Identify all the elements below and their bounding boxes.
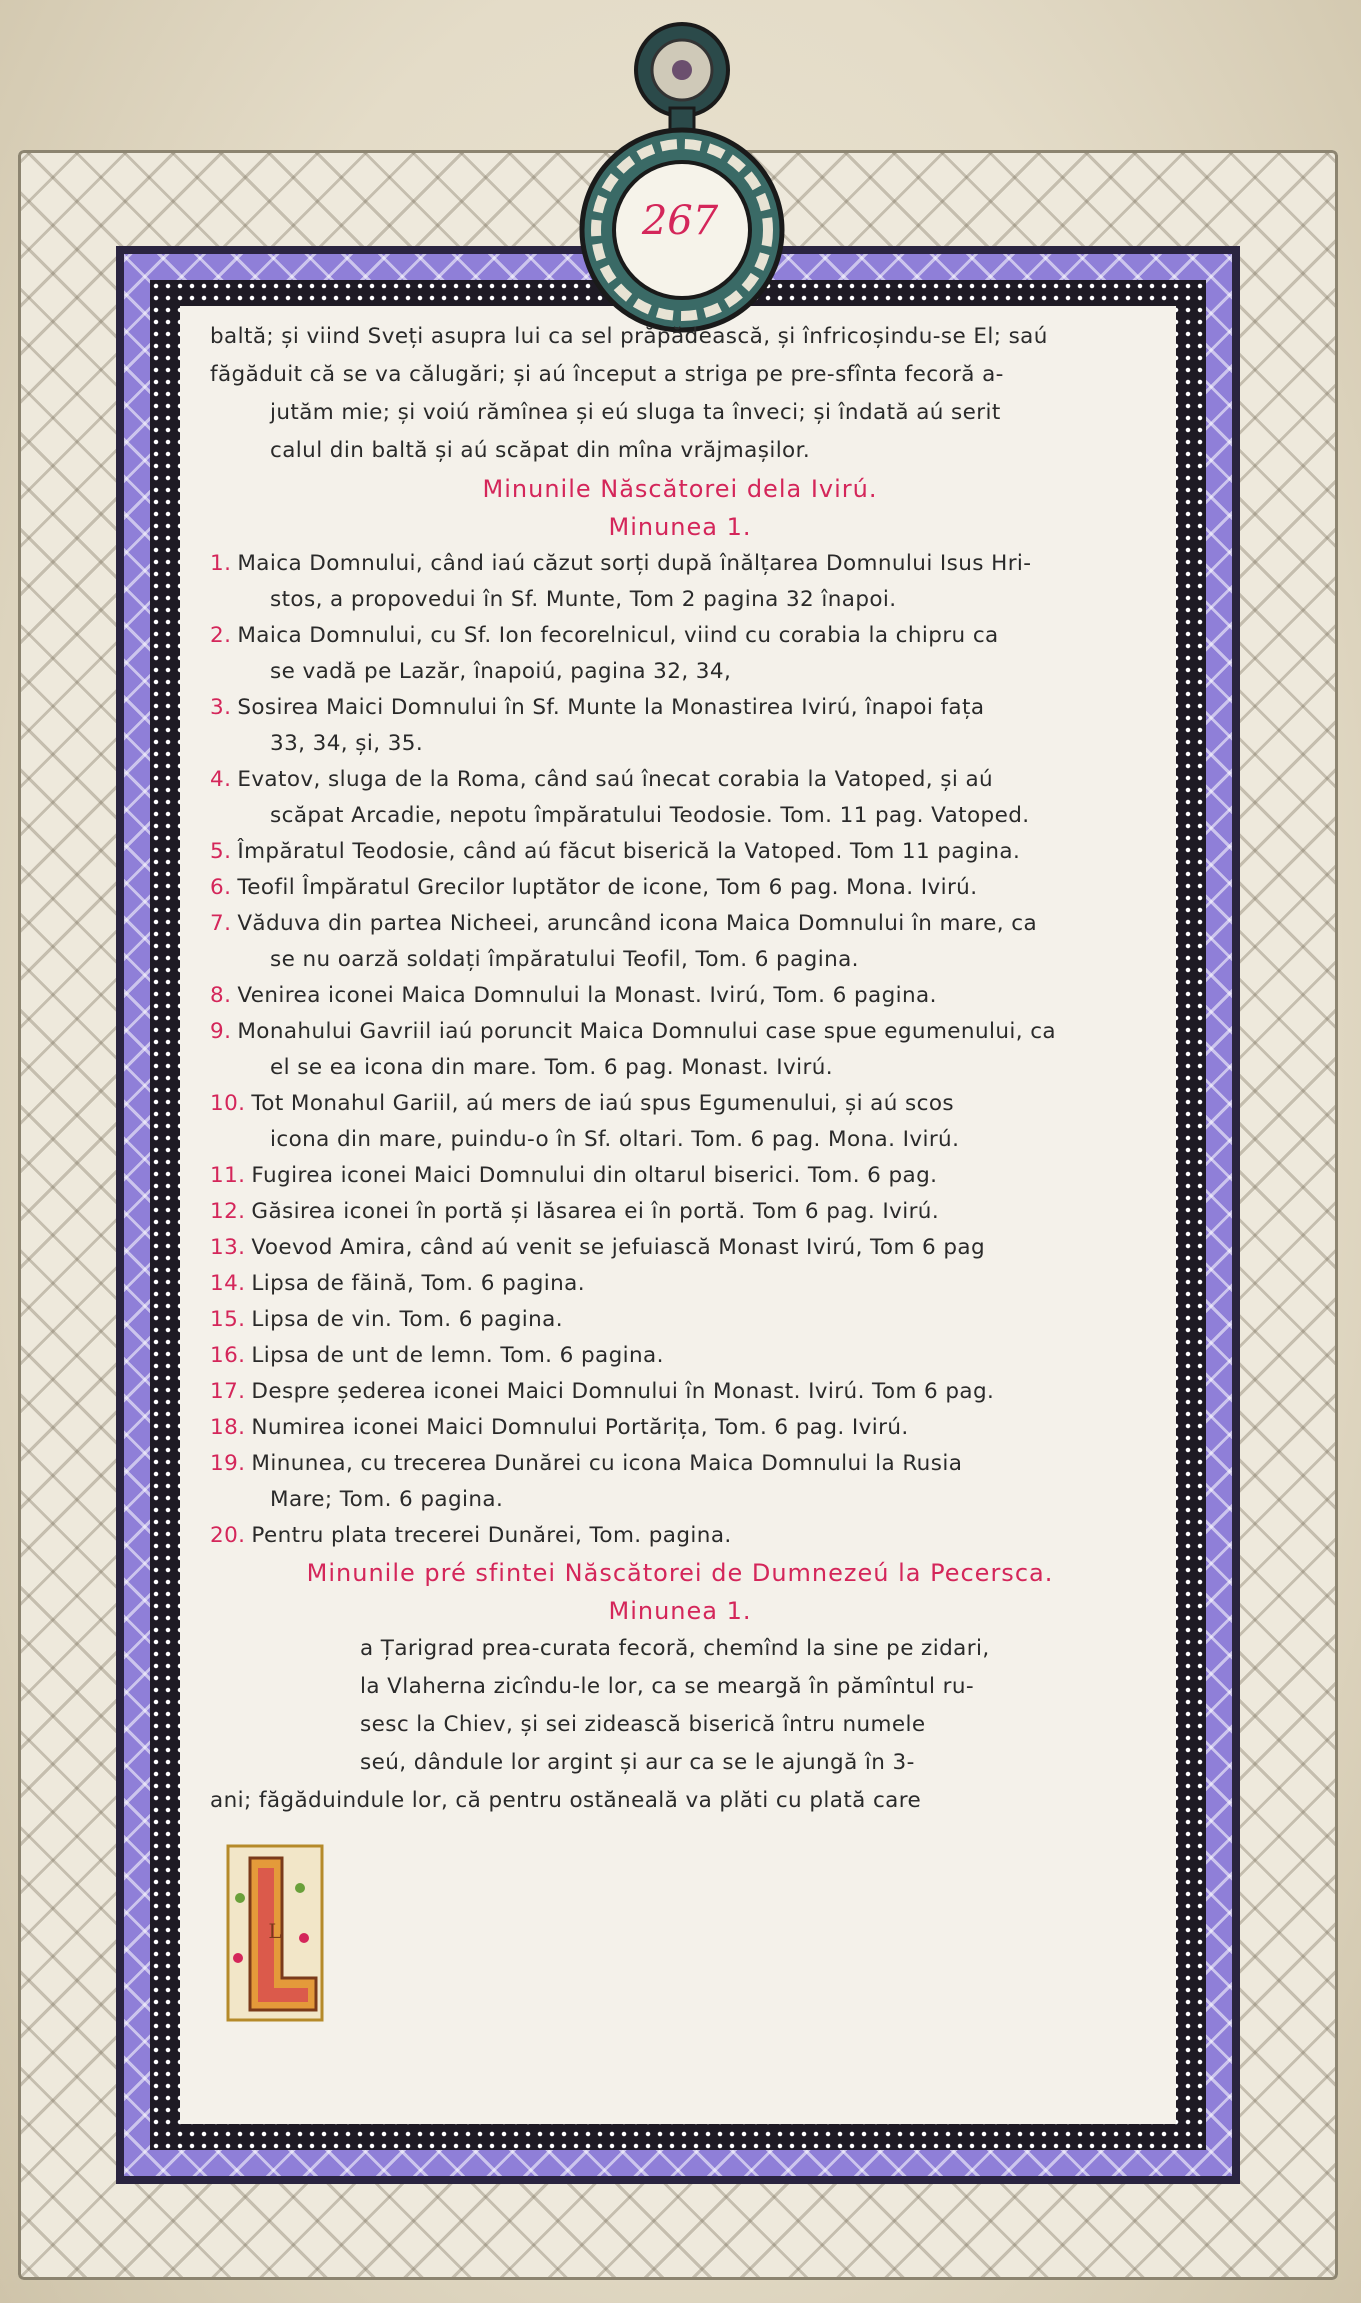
miracle-text: Maica Domnului, când iaú căzut sorți după înălțarea Domnului Isus Hri- (237, 551, 1032, 576)
miracle-number: 8. (210, 983, 232, 1008)
miracle-number: 10. (210, 1091, 246, 1116)
intro-line: calul din baltă și aú scăpat din mîna vrăjmașilor. (270, 438, 811, 463)
miracle-item-line (190, 762, 1170, 798)
miracle-number: 13. (210, 1235, 246, 1260)
miracle-list (190, 546, 1170, 1554)
miracle-text: se vadă pe Lazăr, înapoiú, pagina 32, 34, (270, 659, 732, 684)
miracle-number: 2. (210, 623, 232, 648)
miracle-text: Împăratul Teodosie, când aú făcut biserică la Vatoped. Tom 11 pagina. (237, 839, 1021, 864)
miracle-number: 3. (210, 695, 232, 720)
miracle-number: 16. (210, 1343, 246, 1368)
miracle-text: Fugirea iconei Maici Domnului din oltarul biserici. Tom. 6 pag. (251, 1163, 938, 1188)
paragraph-line: sesc la Chiev, și sei zidească biserică întru numele (360, 1712, 926, 1737)
miracle-text: se nu oarză soldați împăratului Teofil, Tom. 6 pagina. (270, 947, 859, 972)
paragraph-line: ani; făgăduindule lor, că pentru ostăneală va plăti cu plată care (210, 1788, 922, 1813)
miracle-text: Venirea iconei Maica Domnului la Monast. Ivirú, Tom. 6 pagina. (237, 983, 937, 1008)
miracle-text: Monahului Gavriil iaú poruncit Maica Domnului case spue egumenului, ca (237, 1019, 1057, 1044)
paragraph-line: la Vlaherna zicîndu-le lor, ca se meargă în pămîntul ru- (360, 1674, 975, 1699)
miracle-number: 14. (210, 1271, 246, 1296)
miracle-text: stos, a propovedui în Sf. Munte, Tom 2 pagina 32 înapoi. (270, 587, 897, 612)
miracle-text: Văduva din partea Nicheei, aruncând icona Maica Domnului în mare, ca (237, 911, 1038, 936)
miracle-number: 7. (210, 911, 232, 936)
section-title: Minunile Născătorei dela Ivirú. (482, 475, 878, 503)
miracle-item-line (190, 1050, 1170, 1086)
miracle-item-line (190, 618, 1170, 654)
illuminated-initial (220, 1838, 330, 2028)
miracle-item-line (190, 546, 1170, 582)
folio-medallion (572, 0, 792, 355)
miracle-number: 19. (210, 1451, 246, 1476)
miracle-number: 17. (210, 1379, 246, 1404)
miracle-number: 4. (210, 767, 232, 792)
folio-number: 267 (641, 198, 719, 244)
miracle-item-line (190, 726, 1170, 762)
paragraph-line: seú, dândule lor argint și aur ca se le ajungă în 3- (360, 1750, 915, 1775)
miracle-item-line (190, 1338, 1170, 1374)
miracle-number: 1. (210, 551, 232, 576)
miracle-item-line (190, 942, 1170, 978)
miracle-item-line (190, 1518, 1170, 1554)
miracle-text: Evatov, sluga de la Roma, când saú înecat corabia la Vatoped, și aú (237, 767, 994, 792)
miracle-text: Voevod Amira, când aú venit se jefuiască Monast Ivirú, Tom 6 pag (251, 1235, 986, 1260)
miracle-text: Lipsa de făină, Tom. 6 pagina. (251, 1271, 585, 1296)
miracle-number: 5. (210, 839, 232, 864)
miracle-item-line (190, 1158, 1170, 1194)
miracle-item-line (190, 1230, 1170, 1266)
miracle-item-line (190, 1194, 1170, 1230)
intro-line: baltă; și viind Sveți asupra lui ca sel prăpădească, și înfricoșindu-se El; saú (210, 324, 1048, 349)
miracle-number: 20. (210, 1523, 246, 1548)
miracle-number: 6. (210, 875, 232, 900)
miracle-item-line (190, 870, 1170, 906)
section-subtitle: Minunea 1. (608, 513, 752, 541)
section-title: Minunile pré sfintei Născătorei de Dumnezeú la Pecersca. (306, 1559, 1054, 1587)
miracle-text: el se ea icona din mare. Tom. 6 pag. Monast. Ivirú. (270, 1055, 834, 1080)
miracle-text: Teofil Împăratul Grecilor luptător de icone, Tom 6 pag. Mona. Ivirú. (237, 875, 978, 900)
intro-line: jutăm mie; și voiú rămînea și eú sluga ta înveci; și îndată aú serit (270, 400, 1001, 425)
miracle-item-line (190, 978, 1170, 1014)
miracle-text: Găsirea iconei în portă și lăsarea ei în portă. Tom 6 pag. Ivirú. (251, 1199, 940, 1224)
miracle-item-line (190, 654, 1170, 690)
miracle-item-line (190, 1482, 1170, 1518)
miracle-text: Lipsa de unt de lemn. Tom. 6 pagina. (251, 1343, 664, 1368)
miracle-item-line (190, 1122, 1170, 1158)
miracle-item-line (190, 1302, 1170, 1338)
page-text (190, 318, 1170, 1820)
miracle-text: Minunea, cu trecerea Dunărei cu icona Maica Domnului la Rusia (251, 1451, 963, 1476)
miracle-number: 11. (210, 1163, 246, 1188)
miracle-item-line (190, 834, 1170, 870)
miracle-text: Lipsa de vin. Tom. 6 pagina. (251, 1307, 563, 1332)
miracle-text: Despre șederea iconei Maici Domnului în Monast. Ivirú. Tom 6 pag. (251, 1379, 995, 1404)
initial-letter: L (268, 1919, 282, 1943)
miracle-item-line (190, 906, 1170, 942)
miracle-text: Pentru plata trecerei Dunărei, Tom. pagina. (251, 1523, 732, 1548)
miracle-text: Sosirea Maici Domnului în Sf. Munte la Monastirea Ivirú, înapoi fața (237, 695, 985, 720)
miracle-item-line (190, 1374, 1170, 1410)
miracle-item-line (190, 1410, 1170, 1446)
miracle-text: Mare; Tom. 6 pagina. (270, 1487, 504, 1512)
miracle-number: 18. (210, 1415, 246, 1440)
miracle-item-line (190, 1266, 1170, 1302)
miracle-number: 12. (210, 1199, 246, 1224)
miracle-text: scăpat Arcadie, nepotu împăratului Teodosie. Tom. 11 pag. Vatoped. (270, 803, 1030, 828)
miracle-number: 15. (210, 1307, 246, 1332)
intro-line: făgăduit că se va călugări; și aú început a striga pe pre-sfînta fecoră a- (210, 362, 1004, 387)
section-subtitle: Minunea 1. (608, 1597, 752, 1625)
miracle-item-line (190, 798, 1170, 834)
miracle-text: Tot Monahul Gariil, aú mers de iaú spus Egumenului, și aú scos (251, 1091, 954, 1116)
miracle-number: 9. (210, 1019, 232, 1044)
miracle-text: 33, 34, și, 35. (270, 731, 424, 756)
miracle-item-line (190, 1446, 1170, 1482)
paragraph-line: a Țarigrad prea-curata fecoră, chemînd la sine pe zidari, (360, 1636, 990, 1661)
miracle-text: icona din mare, puindu-o în Sf. oltari. Tom. 6 pag. Mona. Ivirú. (270, 1127, 960, 1152)
miracle-item-line (190, 690, 1170, 726)
miracle-item-line (190, 1014, 1170, 1050)
miracle-item-line (190, 582, 1170, 618)
miracle-item-line (190, 1086, 1170, 1122)
miracle-text: Maica Domnului, cu Sf. Ion fecorelnicul, viind cu corabia la chipru ca (237, 623, 999, 648)
miracle-text: Numirea iconei Maici Domnului Portărița, Tom. 6 pag. Ivirú. (251, 1415, 909, 1440)
